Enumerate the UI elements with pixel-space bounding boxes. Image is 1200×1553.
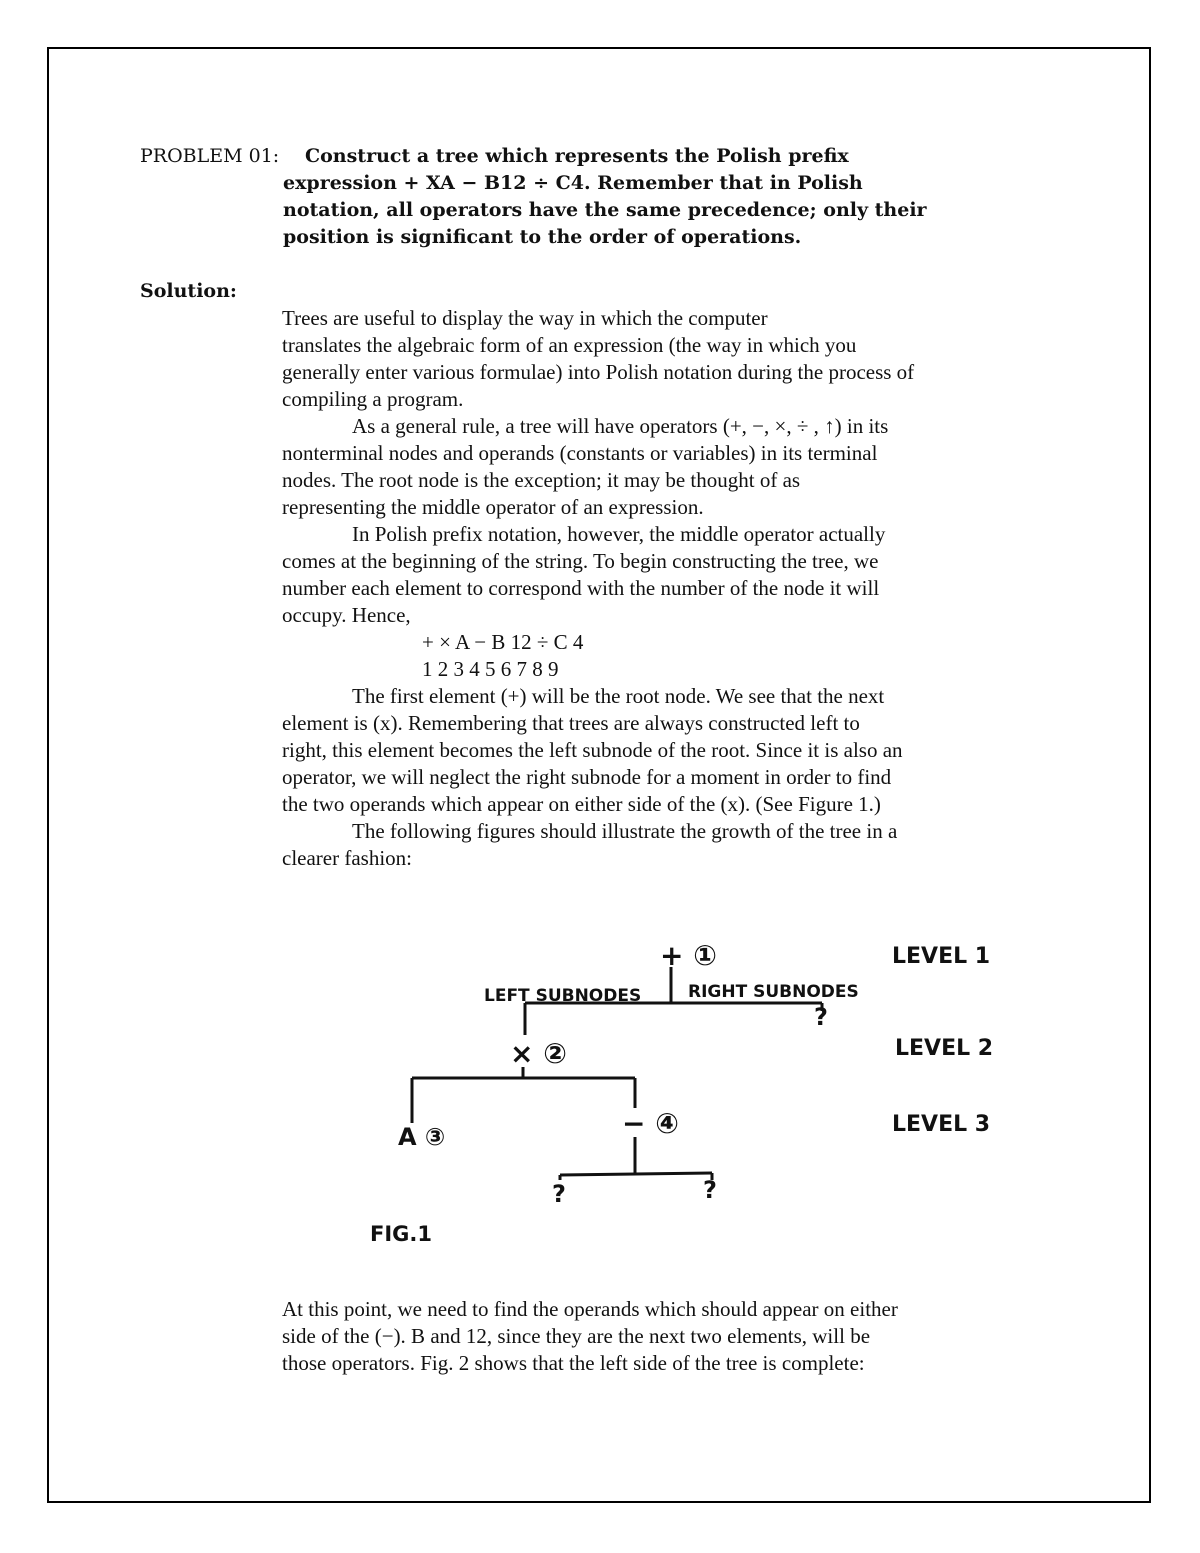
solution-label: Solution: — [140, 280, 237, 302]
left-subnodes-label: LEFT SUBNODES — [484, 986, 642, 1006]
node-numbers: 1 2 3 4 5 6 7 8 9 — [422, 657, 559, 681]
body-line: right, this element becomes the left subnode of the root. Since it is also an — [282, 738, 903, 762]
body-line: In Polish prefix notation, however, the middle operator actually — [352, 522, 886, 546]
body-line: generally enter various formulae) into Polish notation during the process of — [282, 360, 915, 384]
body-line: The first element (+) will be the root node. We see that the next — [352, 684, 885, 708]
right-subnodes-label: RIGHT SUBNODES — [688, 982, 859, 1002]
body-line: side of the (−). B and 12, since they are the next two elements, will be — [282, 1324, 871, 1348]
body-line: operator, we will neglect the right subnode for a moment in order to find — [282, 765, 892, 789]
body-line: The following figures should illustrate the growth of the tree in a — [352, 819, 898, 843]
body-line: occupy. Hence, — [282, 603, 411, 627]
prefix-expression: + × A − B 12 ÷ C 4 — [422, 630, 584, 654]
node-2: × ② — [510, 1037, 567, 1070]
body-line: nodes. The root node is the exception; it may be thought of as — [282, 468, 801, 492]
body-line: nonterminal nodes and operands (constants or variables) in its terminal — [282, 441, 878, 465]
node-3: A ③ — [398, 1123, 446, 1151]
problem-statement — [140, 143, 940, 251]
body-line: clearer fashion: — [282, 846, 413, 870]
body-line: translates the algebraic form of an expression (the way in which you — [282, 333, 857, 357]
body-line: representing the middle operator of an expression. — [282, 495, 704, 519]
problem-line: Construct a tree which represents the Polish prefix — [305, 145, 849, 167]
figure-caption: FIG.1 — [370, 1222, 432, 1246]
body-line: Trees are useful to display the way in which the computer — [282, 306, 768, 330]
level3-label: LEVEL 3 — [892, 1112, 991, 1137]
body-line: the two operands which appear on either side of the (x). (See Figure 1.) — [282, 792, 881, 816]
problem-line: expression + XA − B12 ÷ C4. Remember that in Polish — [283, 172, 863, 194]
level2-label: LEVEL 2 — [895, 1036, 994, 1061]
continuation-text — [282, 1296, 1042, 1377]
bottom-left-unknown: ? — [552, 1180, 566, 1208]
node-4: − ④ — [622, 1107, 679, 1140]
tree-figure-1 — [360, 925, 1020, 1255]
body-line: number each element to correspond with the number of the node it will — [282, 576, 880, 600]
body-line: At this point, we need to find the operands which should appear on either — [282, 1297, 898, 1321]
root-node: + ① — [660, 939, 717, 972]
body-line: compiling a program. — [282, 387, 464, 411]
solution-body — [282, 305, 1042, 872]
body-line: comes at the beginning of the string. To begin constructing the tree, we — [282, 549, 879, 573]
problem-label: PROBLEM 01: — [140, 145, 280, 167]
problem-line: position is significant to the order of operations. — [283, 226, 802, 248]
level1-label: LEVEL 1 — [892, 944, 991, 969]
bottom-right-unknown: ? — [703, 1176, 717, 1204]
body-line: As a general rule, a tree will have operators (+, −, ×, ÷ , ↑) in its — [352, 414, 889, 438]
body-line: element is (x). Remembering that trees are always constructed left to — [282, 711, 860, 735]
problem-line: notation, all operators have the same precedence; only their — [283, 199, 927, 221]
level4-branch — [560, 1173, 712, 1175]
body-line: those operators. Fig. 2 shows that the left side of the tree is complete: — [282, 1351, 865, 1375]
right-unknown: ? — [814, 1003, 828, 1031]
